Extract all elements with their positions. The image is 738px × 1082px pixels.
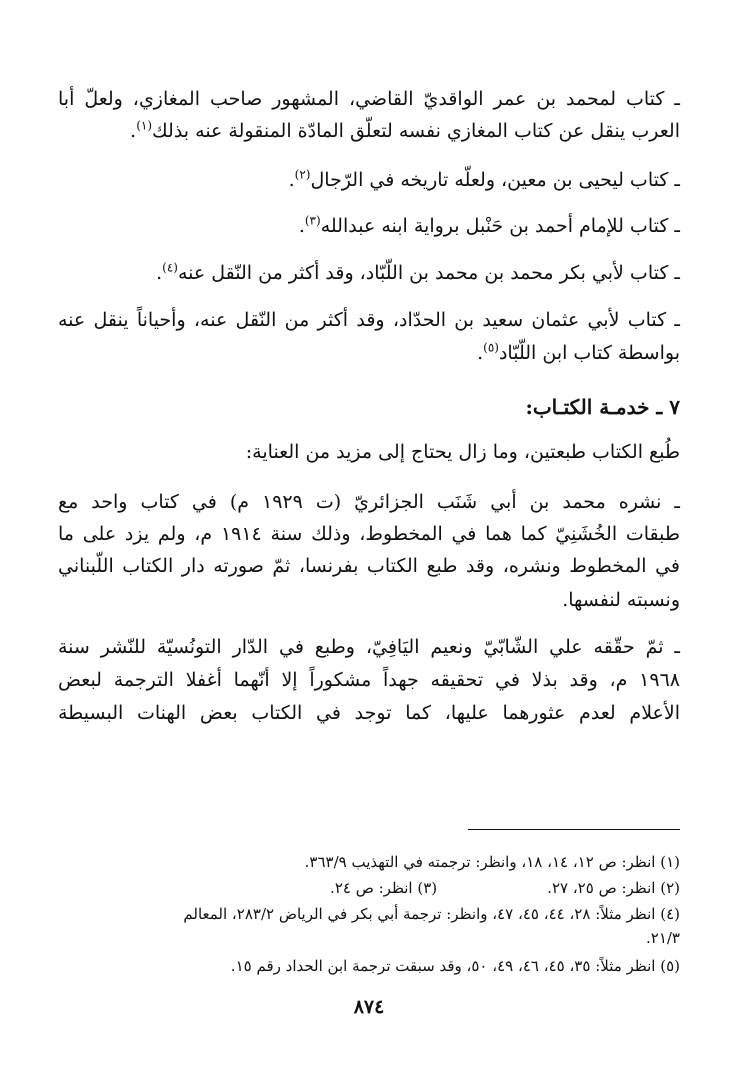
footnote-marker: (٤) bbox=[162, 260, 178, 275]
body-line: طُبع الكتاب طبعتين، وما زال يحتاج إلى مزيد من العناية: bbox=[245, 441, 680, 463]
body-line: ـ ثمّ حقّقه علي الشّابّيّ ونعيم اليَافِيّ، وطبع في الدّار التونُسيّة للنّشر سنة bbox=[58, 636, 680, 658]
page-number: ٨٧٤ bbox=[353, 996, 385, 1018]
body-line: العرب ينقل عن كتاب المغازي نفسه لتعلّق المادّة المنقولة عنه بذلك$^{(١)}$. bbox=[130, 118, 680, 142]
body-line: ـ نشره محمد بن أبي شَنَب الجزائريّ (ت ١٩٢٩ م) في كتاب واحد مع bbox=[58, 491, 680, 513]
footnote-marker: (٣) bbox=[304, 213, 321, 228]
body-line: ـ كتاب لأبي بكر محمد بن محمد بن اللّبّاد، وقد أكثر من النّقل عنه$^{(٤)}$. bbox=[156, 260, 680, 284]
body-line: الأعلام لعدم عثورهما عليها، كما توجد في الكتاب بعض الهنات البسيطة bbox=[58, 702, 680, 724]
footnote-separator bbox=[468, 829, 680, 830]
body-line: ـ كتاب لمحمد بن عمر الواقديّ القاضي، المشهور صاحب المغازي، ولعلّ أبا bbox=[58, 88, 680, 110]
document-page bbox=[58, 0, 680, 1082]
section-heading: ٧ ـ خدمـة الكتـاب: bbox=[525, 395, 680, 419]
body-line: ـ كتاب للإمام أحمد بن حَنْبل برواية ابنه عبدالله$^{(٣)}$. bbox=[298, 213, 680, 237]
footnote: (٤) انظر مثلاً: ٢٨، ٤٤، ٤٥، ٤٧، وانظر: ترجمة أبي بكر في الرياض ٢٨٣/٢، المعالم bbox=[183, 905, 680, 923]
footnote: (٢) انظر: ص ٢٥، ٢٧.(٣) انظر: ص ٢٤. bbox=[330, 879, 680, 897]
body-line: في المخطوط ونشره، وقد طبع الكتاب بفرنسا، ثمّ صورته دار الكتاب اللّبناني bbox=[58, 555, 680, 577]
body-line: بواسطة كتاب ابن اللّبّاد$^{(٥)}$. bbox=[477, 340, 680, 364]
body-line: ـ كتاب ليحيى بن معين، ولعلّه تاريخه في الرّجال$^{(٢)}$. bbox=[288, 167, 680, 191]
body-line: ونسبته لنفسها. bbox=[562, 589, 680, 611]
footnote-marker: (١) bbox=[136, 118, 153, 133]
footnote: (١) انظر: ص ١٢، ١٤، ١٨، وانظر: ترجمته في التهذيب ٣٦٣/٩. bbox=[304, 853, 680, 871]
body-line: طبقات الخُشَنِيّ كما هما في المخطوط، وذلك سنة ١٩١٤ م، ولم يزد على ما bbox=[58, 523, 680, 545]
body-line: ـ كتاب لأبي عثمان سعيد بن الحدّاد، وقد أكثر من النّقل عنه، وأحياناً ينقل عنه bbox=[58, 309, 680, 331]
footnote: ٢١/٣. bbox=[645, 929, 680, 947]
footnote: (٥) انظر مثلاً: ٣٥، ٤٥، ٤٦، ٤٩، ٥٠، وقد سبقت ترجمة ابن الحداد رقم ١٥. bbox=[230, 957, 680, 975]
body-line: ١٩٦٨ م، وقد بذلا في تحقيقه جهداً مشكوراً إلا أنّهما أغفلا الترجمة لبعض bbox=[58, 669, 680, 691]
footnote-marker: (٥) bbox=[483, 340, 499, 355]
footnote-marker: (٢) bbox=[294, 167, 311, 182]
